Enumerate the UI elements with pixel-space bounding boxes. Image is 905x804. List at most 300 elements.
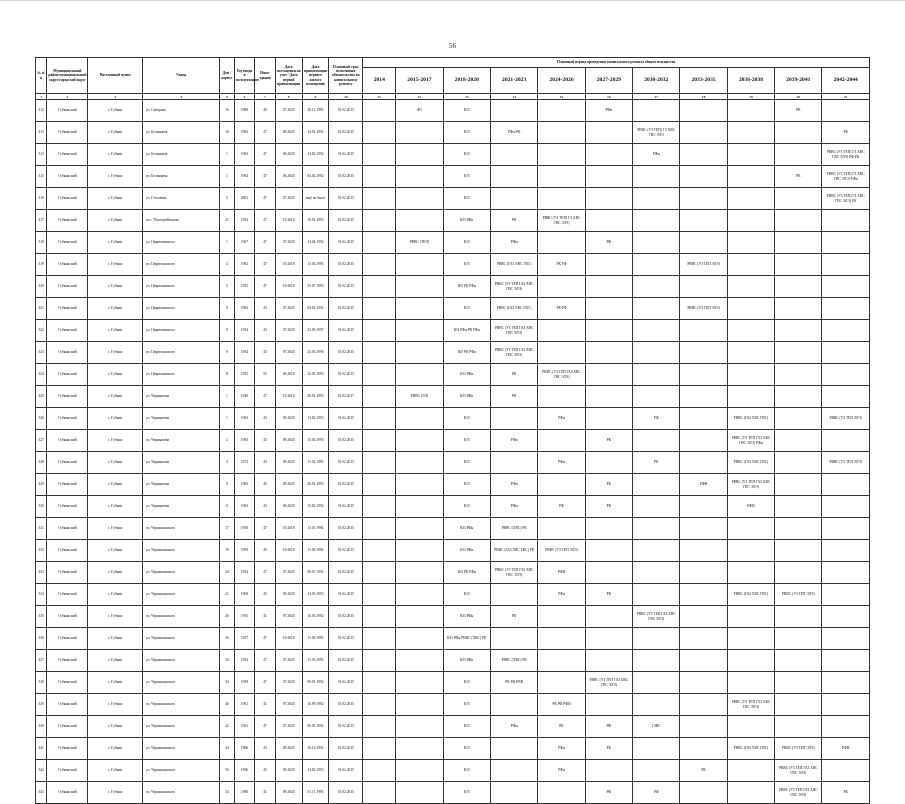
year-built-cell: 1962 <box>234 254 255 276</box>
period-cell: РК <box>585 474 632 496</box>
period-cell <box>727 650 774 672</box>
street-cell: ул. Суворова <box>143 100 220 122</box>
house-cell: 8 <box>220 320 234 342</box>
year-built-cell: 2001 <box>234 188 255 210</box>
period-cell <box>363 254 396 276</box>
period-cell <box>822 364 870 386</box>
street-cell: пос. Ч'илтерийсккова <box>143 210 220 232</box>
date-privatization-cell: 31.07.1993 <box>302 276 329 298</box>
period-cell <box>396 496 443 518</box>
header-year-built: Год ввода в эксплуатацию <box>234 58 255 94</box>
locality-cell: г. Губкин <box>88 210 143 232</box>
planned-year-cell: 01.02.2015 <box>329 562 363 584</box>
period-cell <box>822 606 870 628</box>
district-cell: Губкинский <box>47 276 88 298</box>
year-built-cell: 1965 <box>234 430 255 452</box>
period-cell: РФн <box>538 584 585 606</box>
date-privatization-cell: 15.02.1992 <box>302 496 329 518</box>
period-cell <box>775 210 822 232</box>
header-col-number: 11 <box>363 94 396 100</box>
date-privatization-cell: 28.11.1993 <box>302 100 329 122</box>
date-privatization-cell: 16.03.1992 <box>302 606 329 628</box>
period-cell: РФн <box>490 430 537 452</box>
table-row <box>36 100 870 122</box>
header-locality: Населенный пункт <box>88 58 143 94</box>
period-cell <box>680 386 727 408</box>
period-cell <box>538 430 585 452</box>
period-cell: РВВС (УЗ ТЕП) ГЗ ХВС ГВС ЭЛЭ) <box>538 210 585 232</box>
district-cell: Губкинский <box>47 210 88 232</box>
period-cell: РФн <box>490 716 537 738</box>
period-cell: Ю3 <box>443 716 490 738</box>
period-cell <box>585 166 632 188</box>
period-cell: РФН <box>680 474 727 496</box>
period-cell <box>633 210 680 232</box>
street-cell: ул. Черкашинского <box>143 628 220 650</box>
period-cell: РК <box>490 606 537 628</box>
planned-year-cell: 01.02.2015 <box>329 716 363 738</box>
period-cell: Ю3 РК РФн <box>443 276 490 298</box>
period-cell <box>585 386 632 408</box>
wear-cell: 41 <box>255 694 276 716</box>
period-cell <box>363 650 396 672</box>
locality-cell: г. Губкин <box>88 782 143 804</box>
period-cell: РВВС (УЗ ТЕП) ГЗ ХВС ГВС ЭЛЭ) РФ РК <box>822 144 870 166</box>
table-row <box>36 694 870 716</box>
district-cell: Губкинский <box>47 298 88 320</box>
table-row <box>36 386 870 408</box>
table-row <box>36 408 870 430</box>
period-cell: РВВС (УЗ ТЕП ГАЗ ХВС ГВС ЭЛЭ) <box>585 672 632 694</box>
row-number: 312 <box>36 100 47 122</box>
period-cell <box>633 342 680 364</box>
period-cell <box>363 386 396 408</box>
period-cell <box>680 540 727 562</box>
header-col-number: 20 <box>775 94 822 100</box>
period-cell <box>396 188 443 210</box>
house-cell: 20 <box>220 562 234 584</box>
date-accounted-cell: 06.2018 <box>275 364 302 386</box>
locality-cell: г. Губкин <box>88 276 143 298</box>
header-col-number: 19 <box>727 94 774 100</box>
planned-year-cell: 01.02.2015 <box>329 496 363 518</box>
district-cell: Губкинский <box>47 166 88 188</box>
period-cell <box>396 760 443 782</box>
period-cell <box>775 452 822 474</box>
period-cell <box>633 232 680 254</box>
period-cell: Ю3 РФн РК РФн <box>443 320 490 342</box>
header-year-2033-2035: 2033-2035 <box>680 68 727 94</box>
house-cell: 30 <box>220 628 234 650</box>
period-cell: РВВС (УЗ ТЕП) ГЗ ХВС ГВС ЭЛЭ) РФн <box>822 166 870 188</box>
date-accounted-cell: 07.2020 <box>275 694 302 716</box>
period-cell <box>680 210 727 232</box>
period-cell <box>727 298 774 320</box>
planned-year-cell: 01.02.2017 <box>329 386 363 408</box>
period-cell: РФ <box>633 782 680 804</box>
period-cell <box>538 474 585 496</box>
period-cell <box>490 188 537 210</box>
period-cell <box>585 760 632 782</box>
period-cell: Ю3 <box>443 782 490 804</box>
district-cell: Губкинский <box>47 188 88 210</box>
period-cell <box>727 100 774 122</box>
year-built-cell: 1980 <box>234 782 255 804</box>
house-cell: 16 <box>220 100 234 122</box>
house-cell: 1 <box>220 408 234 430</box>
locality-cell: г. Губкин <box>88 254 143 276</box>
period-cell <box>538 188 585 210</box>
wear-cell: 43 <box>255 738 276 760</box>
planned-year-cell: 01.02.2015 <box>329 584 363 606</box>
period-cell <box>633 628 680 650</box>
period-cell <box>822 474 870 496</box>
period-cell <box>727 518 774 540</box>
period-cell: РВВС (ГАЗ ХВС ГВС) <box>727 584 774 606</box>
district-cell: Губкинский <box>47 496 88 518</box>
period-cell <box>363 628 396 650</box>
planned-year-cell: 01.02.2015 <box>329 298 363 320</box>
wear-cell: 45 <box>255 474 276 496</box>
district-cell: Губкинский <box>47 342 88 364</box>
street-cell: ул. Чернышева <box>143 452 220 474</box>
planned-year-cell: 01.02.2015 <box>329 364 363 386</box>
period-cell: РФ <box>585 716 632 738</box>
house-cell: 5 <box>220 276 234 298</box>
planned-year-cell: 01.02.2015 <box>329 100 363 122</box>
period-cell <box>490 782 537 804</box>
period-cell <box>538 518 585 540</box>
wear-cell: 47 <box>255 188 276 210</box>
period-cell <box>538 782 585 804</box>
district-cell: Губкинский <box>47 716 88 738</box>
table-row <box>36 342 870 364</box>
header-year-2015-2017: 2015-2017 <box>396 68 443 94</box>
period-cell: Ю3 <box>443 738 490 760</box>
period-cell <box>775 320 822 342</box>
row-number: 326 <box>36 408 47 430</box>
date-privatization-cell: 16.10.1992 <box>302 738 329 760</box>
period-cell: Ю3 <box>443 452 490 474</box>
street-cell: ул. Чернышева <box>143 386 220 408</box>
period-cell <box>396 254 443 276</box>
house-cell: 1 <box>220 232 234 254</box>
street-cell: ул. Черкашинского <box>143 562 220 584</box>
period-cell <box>396 210 443 232</box>
period-cell <box>396 562 443 584</box>
year-built-cell: 1953 <box>234 210 255 232</box>
period-cell <box>633 540 680 562</box>
locality-cell: г. Губкин <box>88 100 143 122</box>
planned-year-cell: 01.02.2015 <box>329 672 363 694</box>
period-cell <box>633 474 680 496</box>
period-cell <box>727 540 774 562</box>
period-cell: Ю3 <box>443 122 490 144</box>
house-cell: 21 <box>220 584 234 606</box>
street-cell: ул. Черкашинского <box>143 672 220 694</box>
table-row <box>36 452 870 474</box>
period-cell <box>363 562 396 584</box>
date-accounted-cell: 06.2020 <box>275 166 302 188</box>
locality-cell: г. Губкин <box>88 628 143 650</box>
period-cell: Ю3 <box>443 408 490 430</box>
period-cell: Ю3 РФн <box>443 606 490 628</box>
period-cell: РФн <box>585 100 632 122</box>
period-cell <box>775 232 822 254</box>
period-cell: РК <box>633 452 680 474</box>
table-row <box>36 254 870 276</box>
period-cell <box>775 122 822 144</box>
wear-cell: 45 <box>255 584 276 606</box>
header-col-number: 8 <box>275 94 302 100</box>
period-cell <box>680 584 727 606</box>
date-privatization-cell: 11.04.1993 <box>302 254 329 276</box>
period-cell <box>396 650 443 672</box>
period-cell: РВВС (ГАЗ ХВС ГВС) <box>490 254 537 276</box>
header-col-number: 6 <box>234 94 255 100</box>
period-cell <box>822 628 870 650</box>
period-cell <box>363 474 396 496</box>
period-cell: Ю3 РФн <box>443 650 490 672</box>
period-cell <box>680 122 727 144</box>
date-accounted-cell: 10.2018 <box>275 540 302 562</box>
period-cell <box>585 518 632 540</box>
date-accounted-cell: 10.2018 <box>275 518 302 540</box>
period-cell <box>633 386 680 408</box>
locality-cell: г. Губкин <box>88 430 143 452</box>
period-cell: РК <box>490 364 537 386</box>
street-cell: ул. Черкашинского <box>143 782 220 804</box>
period-cell: РК <box>490 386 537 408</box>
period-cell: Ю3 <box>443 584 490 606</box>
header-num: № п/п <box>36 58 47 94</box>
year-built-cell: 1954 <box>234 562 255 584</box>
header-street: Улица <box>143 58 220 94</box>
page-number: 56 <box>449 42 456 50</box>
date-accounted-cell: 09.2020 <box>275 738 302 760</box>
period-cell <box>680 166 727 188</box>
row-number: 333 <box>36 562 47 584</box>
house-cell: 40 <box>220 694 234 716</box>
table-row <box>36 210 870 232</box>
header-year-2030-2032: 2030-2032 <box>633 68 680 94</box>
period-cell <box>585 606 632 628</box>
date-privatization-cell: 13.02.1993 <box>302 408 329 430</box>
period-cell: РВВС (ХВС) РК <box>490 518 537 540</box>
house-cell: 6 <box>220 496 234 518</box>
period-cell <box>727 760 774 782</box>
street-cell: ул. Черкашинского <box>143 650 220 672</box>
period-cell <box>490 738 537 760</box>
period-cell <box>363 606 396 628</box>
period-cell <box>396 716 443 738</box>
period-cell <box>396 584 443 606</box>
locality-cell: г. Губкин <box>88 738 143 760</box>
house-cell: 17 <box>220 518 234 540</box>
period-cell <box>822 210 870 232</box>
locality-cell: г. Губкин <box>88 760 143 782</box>
district-cell: Губкинский <box>47 320 88 342</box>
period-cell <box>727 342 774 364</box>
period-cell <box>775 144 822 166</box>
period-cell: Ф5 <box>396 100 443 122</box>
date-accounted-cell: 09.2020 <box>275 760 302 782</box>
street-cell: ул. Черкашинского <box>143 694 220 716</box>
period-cell: РФН <box>727 496 774 518</box>
period-cell <box>585 188 632 210</box>
date-privatization-cell: 01.11.1993 <box>302 782 329 804</box>
period-cell <box>363 100 396 122</box>
street-cell: ул. Черкашинского <box>143 738 220 760</box>
period-cell: Ю3 <box>443 672 490 694</box>
street-cell: ул. Цюрюпинского <box>143 298 220 320</box>
wear-cell: 47 <box>255 518 276 540</box>
period-cell <box>585 298 632 320</box>
period-cell: Ю3 <box>443 694 490 716</box>
period-cell <box>490 760 537 782</box>
period-cell <box>363 320 396 342</box>
period-cell <box>363 760 396 782</box>
house-cell: 42 <box>220 716 234 738</box>
period-cell <box>363 430 396 452</box>
year-built-cell: 1955 <box>234 276 255 298</box>
year-built-cell: 1963 <box>234 144 255 166</box>
district-cell: Губкинский <box>47 562 88 584</box>
period-cell: РФн <box>538 452 585 474</box>
period-cell <box>680 518 727 540</box>
planned-year-cell: 01.02.2015 <box>329 144 363 166</box>
wear-cell: 47 <box>255 716 276 738</box>
planned-year-cell: 01.02.2015 <box>329 474 363 496</box>
header-planned-period: Плановый период проведения капитального ремонта общего имущества <box>363 58 870 68</box>
table-row <box>36 738 870 760</box>
period-cell <box>680 782 727 804</box>
house-cell: 1 <box>220 386 234 408</box>
period-cell <box>822 716 870 738</box>
house-cell: 9 <box>220 342 234 364</box>
year-built-cell: 1966 <box>234 738 255 760</box>
date-accounted-cell: 07.2020 <box>275 320 302 342</box>
date-accounted-cell: 09.2020 <box>275 782 302 804</box>
row-number: 332 <box>36 540 47 562</box>
period-cell <box>775 474 822 496</box>
date-privatization-cell: 20.01.1993 <box>302 386 329 408</box>
period-cell: РФн <box>490 232 537 254</box>
period-cell: РК <box>490 210 537 232</box>
period-cell <box>775 628 822 650</box>
period-cell <box>727 562 774 584</box>
period-cell <box>363 166 396 188</box>
year-built-cell: 1963 <box>234 496 255 518</box>
row-number: 321 <box>36 298 47 320</box>
date-privatization-cell: 23.09.1997 <box>302 320 329 342</box>
period-cell <box>538 672 585 694</box>
date-accounted-cell: 10.2018 <box>275 210 302 232</box>
planned-year-cell: 01.02.2015 <box>329 276 363 298</box>
period-cell <box>775 430 822 452</box>
period-cell <box>396 518 443 540</box>
locality-cell: г. Губкин <box>88 672 143 694</box>
table-row <box>36 276 870 298</box>
period-cell: РВВС (УЗ ТЕП ГАЗ ХВС ГВС ЭЛЭ) РФн <box>727 430 774 452</box>
period-cell <box>775 562 822 584</box>
header-year-2042-2044: 2042-2044 <box>822 68 870 94</box>
house-cell: 11 <box>220 364 234 386</box>
planned-year-cell: 01.02.2015 <box>329 122 363 144</box>
period-cell <box>680 408 727 430</box>
house-cell: 50 <box>220 760 234 782</box>
year-built-cell: 1989 <box>234 100 255 122</box>
period-cell: РВВС (ГАЗ ХВС ГВС) <box>727 408 774 430</box>
period-cell <box>822 276 870 298</box>
wear-cell: 45 <box>255 540 276 562</box>
street-cell: ул. Черкашинского <box>143 584 220 606</box>
year-built-cell: 1972 <box>234 452 255 474</box>
date-privatization-cell: 11.09.1994 <box>302 540 329 562</box>
period-cell: РВВС (ГАЗ ХВС ГВС) <box>727 738 774 760</box>
period-cell: РВВС (УЗ ТЕП ЭЛЭ) <box>822 452 870 474</box>
period-cell <box>363 518 396 540</box>
date-accounted-cell: 07.2020 <box>275 606 302 628</box>
period-cell <box>396 122 443 144</box>
period-cell <box>775 540 822 562</box>
period-cell <box>538 100 585 122</box>
period-cell <box>680 496 727 518</box>
date-privatization-cell: 23.03.1996 <box>302 342 329 364</box>
year-built-cell: 1955 <box>234 364 255 386</box>
table-row <box>36 760 870 782</box>
street-cell: ул. Чернышева <box>143 408 220 430</box>
period-cell <box>363 782 396 804</box>
wear-cell: 40 <box>255 100 276 122</box>
period-cell <box>585 364 632 386</box>
period-cell <box>775 694 822 716</box>
capital-repair-table <box>35 57 870 804</box>
period-cell: РК <box>538 716 585 738</box>
period-cell <box>822 694 870 716</box>
date-privatization-cell: 04.02.1992 <box>302 166 329 188</box>
locality-cell: г. Губкин <box>88 606 143 628</box>
period-cell <box>585 276 632 298</box>
period-cell <box>822 518 870 540</box>
row-number: 327 <box>36 430 47 452</box>
row-number: 318 <box>36 232 47 254</box>
planned-year-cell: 01.02.2015 <box>329 430 363 452</box>
year-built-cell: 1955 <box>234 606 255 628</box>
period-cell <box>490 628 537 650</box>
row-number: 319 <box>36 254 47 276</box>
date-privatization-cell: 14.02.1992 <box>302 144 329 166</box>
date-accounted-cell: 07.2020 <box>275 342 302 364</box>
period-cell <box>363 694 396 716</box>
year-built-cell: 1954 <box>234 320 255 342</box>
date-accounted-cell: 09.2020 <box>275 474 302 496</box>
period-cell <box>363 408 396 430</box>
wear-cell: 47 <box>255 276 276 298</box>
planned-year-cell: 01.02.2015 <box>329 650 363 672</box>
district-cell: Губкинский <box>47 738 88 760</box>
table-row <box>36 606 870 628</box>
period-cell: РВВС (ГАЗ ХВС ГВС) <box>727 452 774 474</box>
period-cell <box>727 122 774 144</box>
date-accounted-cell: 07.2020 <box>275 650 302 672</box>
district-cell: Губкинский <box>47 694 88 716</box>
header-date-accounted: Дата постановки на учет / Дата первой приватизации <box>275 58 302 94</box>
period-cell <box>396 166 443 188</box>
locality-cell: г. Губкин <box>88 386 143 408</box>
period-cell <box>396 694 443 716</box>
district-cell: Губкинский <box>47 430 88 452</box>
